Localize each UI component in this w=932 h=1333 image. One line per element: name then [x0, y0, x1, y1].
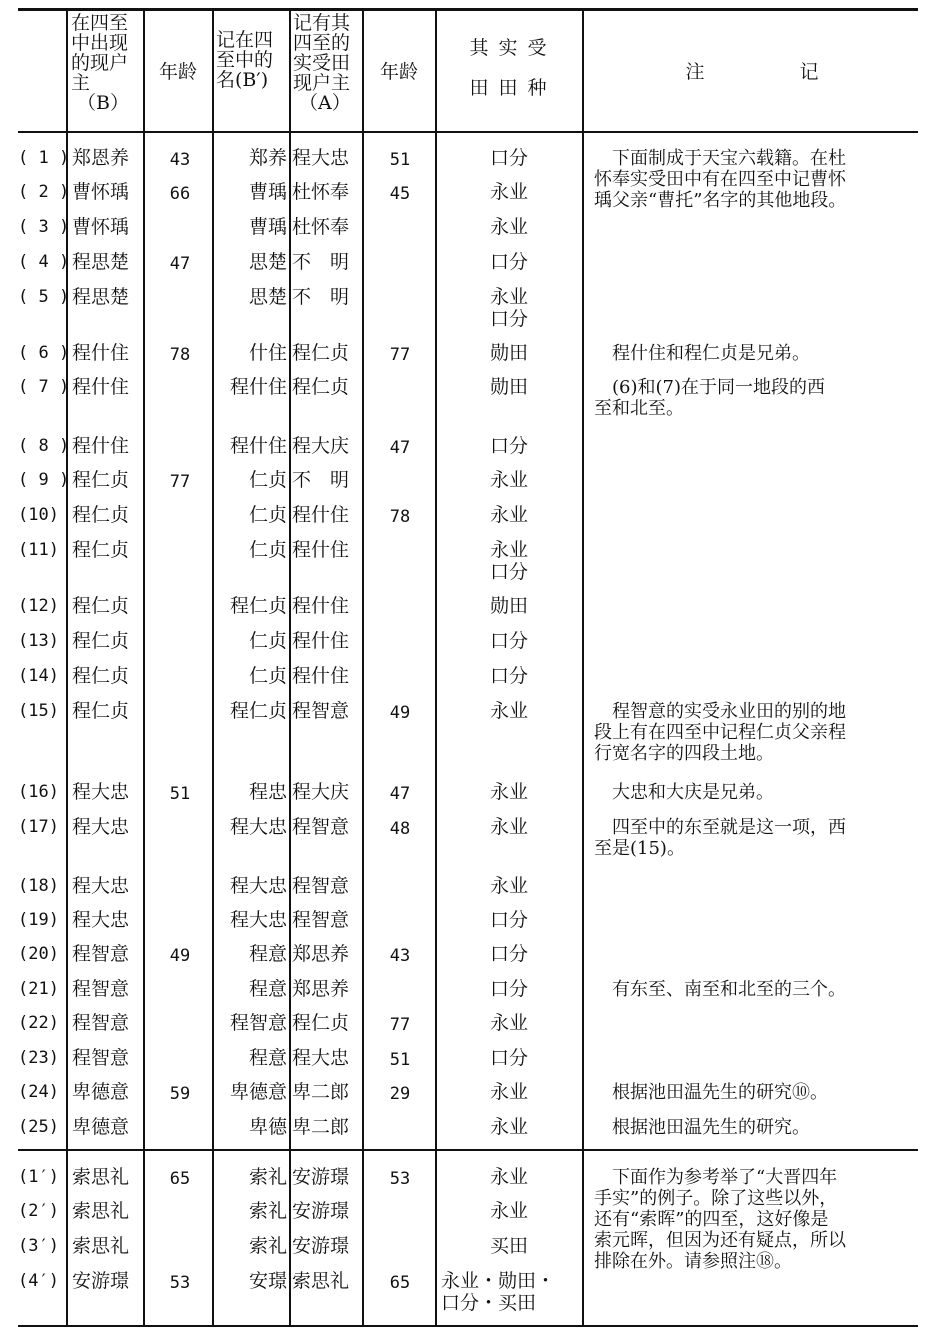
row-number: ( 7 ) — [18, 377, 70, 397]
note-line: 下面制成于天宝六载籍。在杜 — [594, 148, 846, 169]
land-type: 永业 — [489, 700, 528, 722]
recorded-name-bp: 程智意 — [229, 1012, 287, 1034]
column-divider-b-left — [66, 9, 68, 1327]
land-type: 口分 — [489, 147, 528, 169]
recorded-name-bp: 程意 — [248, 1047, 287, 1069]
age-b: 66 — [169, 184, 191, 204]
current-household-b: 程大忠 — [72, 909, 130, 931]
age-b: 43 — [169, 150, 191, 170]
current-household-b: 程思楚 — [72, 251, 130, 273]
row-number: (22) — [18, 1013, 59, 1033]
row-number: (14) — [18, 666, 59, 686]
row-number: (23) — [18, 1048, 59, 1068]
household-a: 程仁贞 — [292, 1012, 350, 1034]
recorded-name-bp: 什住 — [248, 342, 287, 364]
current-household-b: 程仁贞 — [72, 539, 130, 561]
land-type: 口分 — [489, 943, 528, 965]
land-type: 永业 — [489, 816, 528, 838]
current-household-b: 索思礼 — [72, 1200, 130, 1222]
age-b: 49 — [169, 946, 191, 966]
column-divider-kind-left — [435, 9, 437, 1327]
household-a: 安游璟 — [292, 1166, 350, 1188]
row-number: ( 2 ) — [18, 182, 70, 202]
current-household-b: 程仁贞 — [72, 595, 130, 617]
land-type: 口分 — [489, 1047, 528, 1069]
current-household-b: 程大忠 — [72, 816, 130, 838]
land-type: 买田 — [489, 1235, 528, 1257]
household-a: 索思礼 — [292, 1270, 350, 1292]
household-a: 程智意 — [292, 909, 350, 931]
recorded-name-bp: 卑德意 — [229, 1081, 287, 1103]
recorded-name-bp: 程什住 — [229, 435, 287, 457]
note-line: 下面作为参考举了“大晋四年 — [594, 1167, 838, 1188]
row-number: (11) — [18, 540, 59, 560]
recorded-name-bp: 索礼 — [248, 1200, 287, 1222]
age-a: 65 — [389, 1273, 411, 1293]
age-b: 51 — [169, 784, 191, 804]
current-household-b: 程智意 — [72, 943, 130, 965]
household-a: 程什住 — [292, 665, 350, 687]
land-type: 口分 — [489, 909, 528, 931]
land-type: 口分 — [489, 251, 528, 273]
age-a: 78 — [389, 507, 411, 527]
age-a: 77 — [389, 1015, 411, 1035]
recorded-name-bp: 程意 — [248, 978, 287, 1000]
current-household-b: 程仁贞 — [72, 504, 130, 526]
current-household-b: 程什住 — [72, 342, 130, 364]
current-household-b: 郑恩养 — [72, 147, 130, 169]
annotation-note — [594, 782, 922, 803]
row-number: (21) — [18, 979, 59, 999]
household-a: 程什住 — [292, 504, 350, 526]
recorded-name-bp: 索礼 — [248, 1235, 287, 1257]
column-divider-a-right — [362, 9, 364, 1327]
top-rule — [18, 8, 918, 11]
recorded-name-bp: 程大忠 — [229, 909, 287, 931]
recorded-name-bp: 仁贞 — [248, 469, 287, 491]
recorded-name-bp: 安璟 — [248, 1270, 287, 1292]
row-number: ( 6 ) — [18, 343, 70, 363]
note-line: 四至中的东至就是这一项，西 — [594, 817, 846, 838]
household-a: 安游璟 — [292, 1235, 350, 1257]
recorded-name-bp: 程大忠 — [229, 816, 287, 838]
land-type: 永业 — [489, 1116, 528, 1138]
header-note: 注 记 — [685, 61, 819, 83]
recorded-name-bp: 程大忠 — [229, 875, 287, 897]
note-line: 至是(15)。 — [594, 838, 685, 859]
age-b: 53 — [169, 1273, 191, 1293]
household-a: 不 明 — [292, 251, 350, 273]
land-type: 永业 — [489, 286, 528, 308]
recorded-name-bp: 仁贞 — [248, 665, 287, 687]
current-household-b: 程智意 — [72, 1012, 130, 1034]
header-rule — [18, 131, 918, 133]
age-a: 53 — [389, 1169, 411, 1189]
note-line: 还有“索晖”的四至，这好像是 — [594, 1209, 829, 1230]
row-number: ( 8 ) — [18, 436, 70, 456]
land-type: 口分 — [489, 308, 528, 330]
recorded-name-bp: 思楚 — [248, 286, 287, 308]
current-household-b: 卑德意 — [72, 1081, 130, 1103]
household-a: 程大庆 — [292, 781, 350, 803]
row-number: (20) — [18, 944, 59, 964]
household-a: 郑思养 — [292, 943, 350, 965]
header-age-b: 年龄 — [158, 61, 197, 83]
recorded-name-bp: 仁贞 — [248, 504, 287, 526]
current-household-b: 程大忠 — [72, 875, 130, 897]
note-line: 怀奉实受田中有在四至中记曹怀 — [594, 169, 846, 190]
land-type: 口分 — [489, 978, 528, 1000]
header-age-a: 年龄 — [379, 61, 418, 83]
current-household-b: 安游璟 — [72, 1270, 130, 1292]
current-household-b: 程什住 — [72, 435, 130, 457]
row-number: (2′) — [18, 1201, 59, 1221]
household-a: 程智意 — [292, 816, 350, 838]
note-line: 瑀父亲“曹托”名字的其他地段。 — [594, 190, 847, 211]
land-type: 永业 — [489, 181, 528, 203]
age-b: 47 — [169, 254, 191, 274]
current-household-b: 程仁贞 — [72, 665, 130, 687]
recorded-name-bp: 程意 — [248, 943, 287, 965]
household-a: 杜怀奉 — [292, 181, 350, 203]
row-number: ( 5 ) — [18, 287, 70, 307]
household-a: 程仁贞 — [292, 376, 350, 398]
current-household-b: 索思礼 — [72, 1166, 130, 1188]
household-a: 程仁贞 — [292, 342, 350, 364]
current-household-b: 程什住 — [72, 376, 130, 398]
row-number: ( 9 ) — [18, 470, 70, 490]
age-a: 48 — [389, 819, 411, 839]
household-a: 程什住 — [292, 595, 350, 617]
current-household-b: 卑德意 — [72, 1116, 130, 1138]
row-number: (1′) — [18, 1167, 59, 1187]
land-type: 永业 — [489, 1166, 528, 1188]
land-type: 勋田 — [489, 595, 528, 617]
current-household-b: 程大忠 — [72, 781, 130, 803]
recorded-name-bp: 程仁贞 — [229, 700, 287, 722]
land-type: 口分 — [489, 435, 528, 457]
household-a: 不 明 — [292, 469, 350, 491]
recorded-name-bp: 程忠 — [248, 781, 287, 803]
current-household-b: 程智意 — [72, 1047, 130, 1069]
note-line: 程什住和程仁贞是兄弟。 — [594, 343, 810, 364]
current-household-b: 程智意 — [72, 978, 130, 1000]
recorded-name-bp: 思楚 — [248, 251, 287, 273]
row-number: (4′) — [18, 1271, 59, 1291]
age-b: 78 — [169, 345, 191, 365]
land-type: 勋田 — [489, 342, 528, 364]
row-number: (19) — [18, 910, 59, 930]
land-type: 永业 — [489, 781, 528, 803]
row-number: (15) — [18, 701, 59, 721]
household-a: 卑二郎 — [292, 1081, 350, 1103]
land-type: 永业 — [489, 875, 528, 897]
land-type: 永业 — [489, 504, 528, 526]
note-line: 段上有在四至中记程仁贞父亲程 — [594, 722, 846, 743]
household-a: 卑二郎 — [292, 1116, 350, 1138]
header-col-a: 记有其 四至的 实受田 现户主 （A） — [293, 12, 351, 114]
land-type: 口分 — [489, 665, 528, 687]
household-a: 程智意 — [292, 700, 350, 722]
note-line: 有东至、南至和北至的三个。 — [594, 979, 846, 1000]
row-number: (24) — [18, 1082, 59, 1102]
land-type: 永业 — [489, 216, 528, 238]
age-a: 45 — [389, 184, 411, 204]
household-a: 程大忠 — [292, 1047, 350, 1069]
note-line: (6)和(7)在于同一地段的西 — [594, 377, 825, 398]
bottom-rule — [18, 1325, 918, 1327]
column-divider-b-right — [143, 9, 145, 1327]
recorded-name-bp: 郑养 — [248, 147, 287, 169]
annotation-note — [594, 377, 922, 419]
row-number: (3′) — [18, 1236, 59, 1256]
recorded-name-bp: 曹瑀 — [248, 216, 287, 238]
household-a: 程什住 — [292, 630, 350, 652]
row-number: (17) — [18, 817, 59, 837]
row-number: ( 3 ) — [18, 217, 70, 237]
note-line: 行宽名字的四段土地。 — [594, 743, 774, 764]
land-type: 永业 — [489, 469, 528, 491]
age-a: 51 — [389, 1050, 411, 1070]
current-household-b: 程思楚 — [72, 286, 130, 308]
land-type: 口分 — [489, 561, 528, 583]
household-a: 安游璟 — [292, 1200, 350, 1222]
current-household-b: 曹怀瑀 — [72, 181, 130, 203]
household-a: 程什住 — [292, 539, 350, 561]
header-col-bp: 记在四 至中的 名(B′) — [216, 29, 274, 91]
header-col-b: 在四至 中出现 的现户 主 （B） — [71, 12, 129, 114]
note-line: 手实”的例子。除了这些以外， — [594, 1188, 838, 1209]
household-a: 程大忠 — [292, 147, 350, 169]
column-divider-kind-right — [582, 9, 584, 1327]
recorded-name-bp: 索礼 — [248, 1166, 287, 1188]
age-a: 77 — [389, 345, 411, 365]
land-type: 永业 — [489, 1200, 528, 1222]
current-household-b: 索思礼 — [72, 1235, 130, 1257]
age-a: 47 — [389, 438, 411, 458]
land-type: 永业 — [489, 1081, 528, 1103]
age-a: 49 — [389, 703, 411, 723]
note-line: 根据池田温先生的研究。 — [594, 1117, 810, 1138]
age-b: 77 — [169, 472, 191, 492]
age-b: 59 — [169, 1084, 191, 1104]
header-kind: 其 实 受 田 田 种 — [469, 37, 549, 99]
household-a: 不 明 — [292, 286, 350, 308]
age-a: 29 — [389, 1084, 411, 1104]
annotation-note — [594, 979, 922, 1000]
age-b: 65 — [169, 1169, 191, 1189]
annotation-note — [594, 701, 922, 764]
row-number: (10) — [18, 505, 59, 525]
annotation-note — [594, 1167, 922, 1272]
annotation-note — [594, 817, 922, 859]
current-household-b: 程仁贞 — [72, 469, 130, 491]
recorded-name-bp: 程仁贞 — [229, 595, 287, 617]
recorded-name-bp: 程什住 — [229, 376, 287, 398]
current-household-b: 程仁贞 — [72, 700, 130, 722]
land-type: 永业 — [489, 539, 528, 561]
land-type: 口分・买田 — [441, 1292, 537, 1314]
note-line: 大忠和大庆是兄弟。 — [594, 782, 774, 803]
row-number: ( 4 ) — [18, 252, 70, 272]
row-number: (25) — [18, 1117, 59, 1137]
recorded-name-bp: 仁贞 — [248, 539, 287, 561]
land-type: 口分 — [489, 630, 528, 652]
annotation-note — [594, 1082, 922, 1103]
note-line: 至和北至。 — [594, 398, 684, 419]
household-a: 程大庆 — [292, 435, 350, 457]
note-line: 排除在外。请参照注⑱。 — [594, 1251, 792, 1272]
current-household-b: 程仁贞 — [72, 630, 130, 652]
age-a: 43 — [389, 946, 411, 966]
row-number: (13) — [18, 631, 59, 651]
household-a: 杜怀奉 — [292, 216, 350, 238]
row-number: ( 1 ) — [18, 148, 70, 168]
recorded-name-bp: 仁贞 — [248, 630, 287, 652]
annotation-note — [594, 148, 922, 211]
land-type: 永业 — [489, 1012, 528, 1034]
annotation-note — [594, 343, 922, 364]
age-a: 47 — [389, 784, 411, 804]
current-household-b: 曹怀瑀 — [72, 216, 130, 238]
column-divider-a-left — [289, 9, 291, 1327]
row-number: (12) — [18, 596, 59, 616]
age-a: 51 — [389, 150, 411, 170]
household-a: 郑思养 — [292, 978, 350, 1000]
household-a: 程智意 — [292, 875, 350, 897]
note-line: 程智意的实受永业田的别的地 — [594, 701, 846, 722]
note-line: 索元晖，但因为还有疑点，所以 — [594, 1230, 846, 1251]
annotation-note — [594, 1117, 922, 1138]
row-number: (16) — [18, 782, 59, 802]
section-rule — [18, 1149, 918, 1151]
recorded-name-bp: 曹瑀 — [248, 181, 287, 203]
land-type: 勋田 — [489, 376, 528, 398]
recorded-name-bp: 卑德 — [248, 1116, 287, 1138]
row-number: (18) — [18, 876, 59, 896]
land-type: 永业・勋田・ — [441, 1270, 556, 1292]
note-line: 根据池田温先生的研究⑩。 — [594, 1082, 828, 1103]
